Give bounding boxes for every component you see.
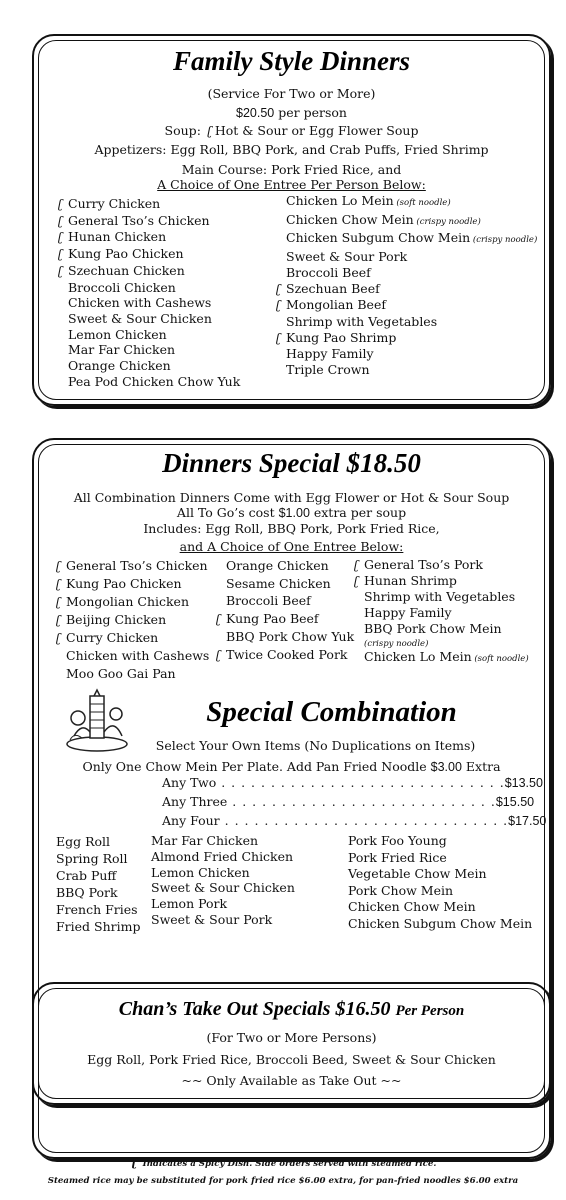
combo-item: Sweet & Sour Pork (151, 911, 273, 927)
menu-item-name: Happy Family (364, 605, 452, 620)
menu-item (58, 246, 240, 263)
family-price-suffix: per person (274, 105, 347, 120)
takeout-title-line (34, 998, 549, 1021)
menu-item (216, 575, 354, 593)
menu-item-name: Hunan Shrimp (364, 573, 457, 588)
combo-item: Fried Shrimp (56, 919, 141, 934)
menu-item (58, 358, 240, 374)
special-line2-c: Extra (461, 759, 501, 774)
footer-line1 (0, 1156, 566, 1169)
combo-item: Chicken Chow Mein (348, 899, 476, 914)
dinners-line2 (34, 505, 549, 520)
chili-pepper-icon: ʗ (56, 613, 62, 627)
menu-item (56, 629, 209, 647)
menu-item-name: Mongolian Chicken (66, 594, 190, 609)
menu-item (216, 646, 354, 665)
menu-item (58, 196, 240, 213)
menu-item-name: General Tso’s Chicken (68, 212, 210, 228)
chili-pepper-icon: ʗ (58, 263, 64, 278)
menu-item-name: Beijing Chicken (66, 612, 167, 627)
takeout-box (32, 982, 551, 1105)
price-row (162, 775, 543, 790)
menu-item (276, 265, 537, 281)
special-line1: Select Your Own Items (No Duplications on Items) (155, 738, 476, 753)
menu-item-name: BBQ Pork Chow Yuk (226, 629, 355, 644)
menu-item-name: Chicken Lo Mein (286, 193, 394, 208)
combo-item: Lemon Pork (151, 896, 228, 912)
menu-item-name: Curry Chicken (68, 196, 161, 211)
dinners-line2-c: extra per soup (309, 505, 407, 520)
dot-leader: . . . . . . . . . . . . . . . . . . . . . . . . . . . . . (219, 813, 509, 828)
menu-item-name: Szechuan Beef (286, 280, 380, 296)
combo-item: Spring Roll (56, 851, 128, 866)
price-label: Any Three (162, 794, 228, 809)
menu-item (216, 557, 354, 575)
chili-pepper-icon: ʗ (56, 631, 62, 645)
combo-item: Lemon Chicken (151, 864, 250, 880)
special-col-3 (348, 833, 532, 932)
chili-pepper-icon: ʗ (56, 595, 62, 609)
special-col-1 (56, 833, 140, 935)
chili-pepper-icon: ʗ (58, 247, 64, 262)
special-line2-b: $3.00 (430, 760, 462, 774)
combo-item: French Fries (56, 902, 138, 917)
price-label: Any Two (162, 775, 217, 790)
menu-item-name: Broccoli Chicken (68, 279, 176, 295)
chili-pepper-icon: ʗ (216, 647, 222, 662)
dot-leader: . . . . . . . . . . . . . . . . . . . . . . . . . . . (227, 794, 496, 809)
family-left-column (58, 196, 240, 389)
menu-item (58, 213, 240, 230)
menu-item (58, 229, 240, 246)
menu-item (276, 297, 537, 314)
footer-text-1: Indicates a Spicy Dish. Side orders served with steamed rice. (142, 1159, 437, 1169)
chili-pepper-icon: ʗ (58, 213, 64, 228)
menu-item-name: Chicken Chow Mein (286, 211, 414, 227)
combo-item: Vegetable Chow Mein (348, 866, 487, 881)
menu-item (56, 611, 209, 629)
combo-item: Chicken Subgum Chow Mein (348, 915, 533, 931)
combo-item: Mar Far Chicken (151, 833, 259, 848)
menu-item (354, 589, 529, 605)
menu-item-name: Shrimp with Vegetables (286, 313, 438, 329)
chili-pepper-icon: ʗ (58, 197, 64, 211)
menu-item (58, 374, 240, 390)
menu-item-name: Kung Pao Beef (226, 610, 319, 626)
menu-item-name: Chicken with Cashews (66, 648, 210, 663)
dinners-col-1 (56, 557, 209, 683)
menu-item (56, 593, 209, 611)
chili-pepper-icon: ʗ (56, 559, 62, 573)
chili-pepper-icon: ʗ (276, 281, 282, 296)
special-line2 (34, 759, 549, 774)
menu-item (56, 557, 209, 575)
footer-line2: Steamed rice may be substituted for pork fried rice $6.00 extra, for pan-fried noodles $6.00 extra (47, 1176, 519, 1186)
takeout-title-suffix: Per Person (395, 1003, 465, 1019)
menu-item-note: (crispy noodle) (413, 216, 481, 227)
dinners-line2-b: $1.00 (278, 506, 310, 520)
chili-pepper-icon: ʗ (131, 1156, 138, 1169)
menu-item-name: Szechuan Chicken (68, 262, 185, 278)
menu-item (276, 230, 537, 249)
dinners-line3: Includes: Egg Roll, BBQ Pork, Pork Fried Rice, (143, 521, 440, 536)
price-row (162, 794, 534, 809)
menu-item (58, 295, 240, 311)
menu-item-name: Orange Chicken (68, 358, 171, 374)
takeout-line2: Egg Roll, Pork Fried Rice, Broccoli Beed, Sweet & Sour Chicken (87, 1052, 496, 1067)
menu-item (216, 592, 354, 610)
menu-item (58, 311, 240, 327)
menu-item-name: Shrimp with Vegetables (364, 589, 516, 604)
menu-item-name: Sesame Chicken (226, 575, 331, 591)
menu-item-name: Curry Chicken (66, 630, 159, 645)
special-title: Special Combination (206, 696, 457, 728)
menu-item (276, 281, 537, 298)
family-soup: Hot & Sour or Egg Flower Soup (214, 123, 419, 138)
menu-item-name: Orange Chicken (226, 558, 329, 573)
dinners-line1: All Combination Dinners Come with Egg Flower or Hot & Sour Soup (73, 490, 510, 505)
chili-pepper-icon: ʗ (276, 330, 282, 345)
dinners-col-3 (354, 557, 529, 667)
menu-item-name: Moo Goo Gai Pan (66, 666, 176, 681)
family-price: $20.50 (236, 106, 275, 120)
dot-leader: . . . . . . . . . . . . . . . . . . . . . . . . . . . . . (216, 775, 505, 790)
menu-item (58, 327, 240, 343)
menu-item-name: Happy Family (286, 346, 374, 362)
family-choice: A Choice of One Entree Per Person Below: (157, 177, 426, 192)
combo-item: BBQ Pork (56, 885, 118, 900)
menu-item (354, 637, 529, 649)
menu-item-name: Mar Far Chicken (68, 342, 176, 358)
menu-item (56, 575, 209, 593)
price-value: $15.50 (495, 795, 535, 809)
menu-item (58, 342, 240, 358)
combo-item: Crab Puff (56, 868, 117, 883)
menu-item-name: Kung Pao Chicken (68, 246, 184, 262)
chili-pepper-icon: ʗ (56, 577, 62, 591)
family-main: Main Course: Pork Fried Rice, and (181, 162, 402, 177)
menu-item (276, 193, 537, 212)
combo-item: Almond Fried Chicken (151, 848, 294, 864)
family-soup-label: Soup: (164, 123, 205, 138)
menu-item (216, 610, 354, 629)
menu-item (56, 665, 209, 683)
menu-item-name: Sweet & Sour Chicken (68, 310, 212, 326)
menu-item (58, 263, 240, 280)
menu-item (56, 647, 209, 665)
menu-item (276, 249, 537, 265)
menu-item (354, 621, 529, 637)
chili-pepper-icon: ʗ (58, 230, 64, 245)
menu-item-name: Triple Crown (286, 362, 370, 378)
dinners-line2-a: All To Go’s cost (176, 505, 279, 520)
dinners-col-2 (216, 557, 354, 664)
menu-item-name: Kung Pao Chicken (66, 576, 182, 591)
combo-item: Pork Chow Mein (348, 882, 454, 898)
menu-item-name: Broccoli Beef (286, 264, 371, 280)
price-value: $13.50 (504, 776, 543, 790)
family-appetizers: Appetizers: Egg Roll, BBQ Pork, and Crab Puffs, Fried Shrimp (94, 142, 489, 157)
menu-item-note: (crispy noodle) (470, 235, 538, 246)
menu-item-name: General Tso’s Pork (364, 557, 483, 572)
menu-item-name: Pea Pod Chicken Chow Yuk (68, 373, 241, 389)
price-row (162, 813, 546, 828)
menu-item-note: (soft noodle) (471, 654, 529, 664)
combo-item: Pork Fried Rice (348, 849, 447, 865)
menu-item-name: BBQ Pork Chow Mein (364, 621, 502, 636)
menu-item-name: Kung Pao Shrimp (286, 329, 397, 345)
menu-item-name: Sweet & Sour Pork (286, 249, 408, 265)
menu-item (276, 362, 537, 378)
combo-item: Egg Roll (56, 834, 111, 849)
chili-pepper-icon: ʗ (216, 611, 222, 626)
family-soup-line (34, 123, 549, 138)
family-service: (Service For Two or More) (207, 86, 376, 101)
menu-item-name: Lemon Chicken (68, 326, 167, 342)
menu-item (58, 280, 240, 296)
menu-item (276, 330, 537, 347)
menu-item-name: Mongolian Beef (286, 297, 386, 313)
dinners-line4: and A Choice of One Entree Below: (179, 539, 404, 554)
family-price-line (34, 105, 549, 120)
menu-item (354, 649, 529, 667)
menu-item-name: Chicken Subgum Chow Mein (286, 230, 471, 246)
menu-item-name: Broccoli Beef (226, 593, 311, 608)
chili-pepper-icon: ʗ (207, 124, 213, 138)
chili-pepper-icon: ʗ (354, 558, 360, 572)
special-col-2 (151, 833, 295, 928)
chili-pepper-icon: ʗ (276, 298, 282, 313)
menu-item-name: Hunan Chicken (68, 229, 167, 245)
chili-pepper-icon: ʗ (354, 574, 360, 588)
menu-item (276, 346, 537, 362)
menu-item (354, 573, 529, 589)
dinners-title: Dinners Special $18.50 (162, 448, 421, 478)
family-style-box (32, 34, 551, 406)
price-value: $17.50 (508, 814, 547, 828)
menu-item (354, 605, 529, 621)
menu-item-name: Chicken Lo Mein (364, 649, 472, 664)
combo-item: Pork Foo Young (348, 833, 447, 848)
special-line2-a: Only One Chow Mein Per Plate. Add Pan Fried Noodle (82, 759, 431, 774)
menu-item (276, 314, 537, 330)
menu-item-name: Chicken with Cashews (68, 295, 212, 311)
price-label: Any Four (162, 813, 220, 828)
takeout-line3: ~~ Only Available as Take Out ~~ (181, 1073, 402, 1088)
menu-item (216, 628, 354, 646)
takeout-line1: (For Two or More Persons) (206, 1030, 377, 1045)
combo-item: Sweet & Sour Chicken (151, 880, 295, 896)
family-title: Family Style Dinners (172, 46, 410, 76)
menu-item-name: General Tso’s Chicken (66, 558, 208, 573)
menu-item-name: (crispy noodle) (364, 639, 429, 649)
family-right-column (276, 193, 537, 378)
menu-item (276, 212, 537, 231)
menu-item-name: Twice Cooked Pork (226, 646, 348, 662)
menu-item (354, 557, 529, 573)
takeout-title: Chan’s Take Out Specials $16.50 (118, 998, 391, 1020)
menu-item-note: (soft noodle) (393, 198, 451, 208)
